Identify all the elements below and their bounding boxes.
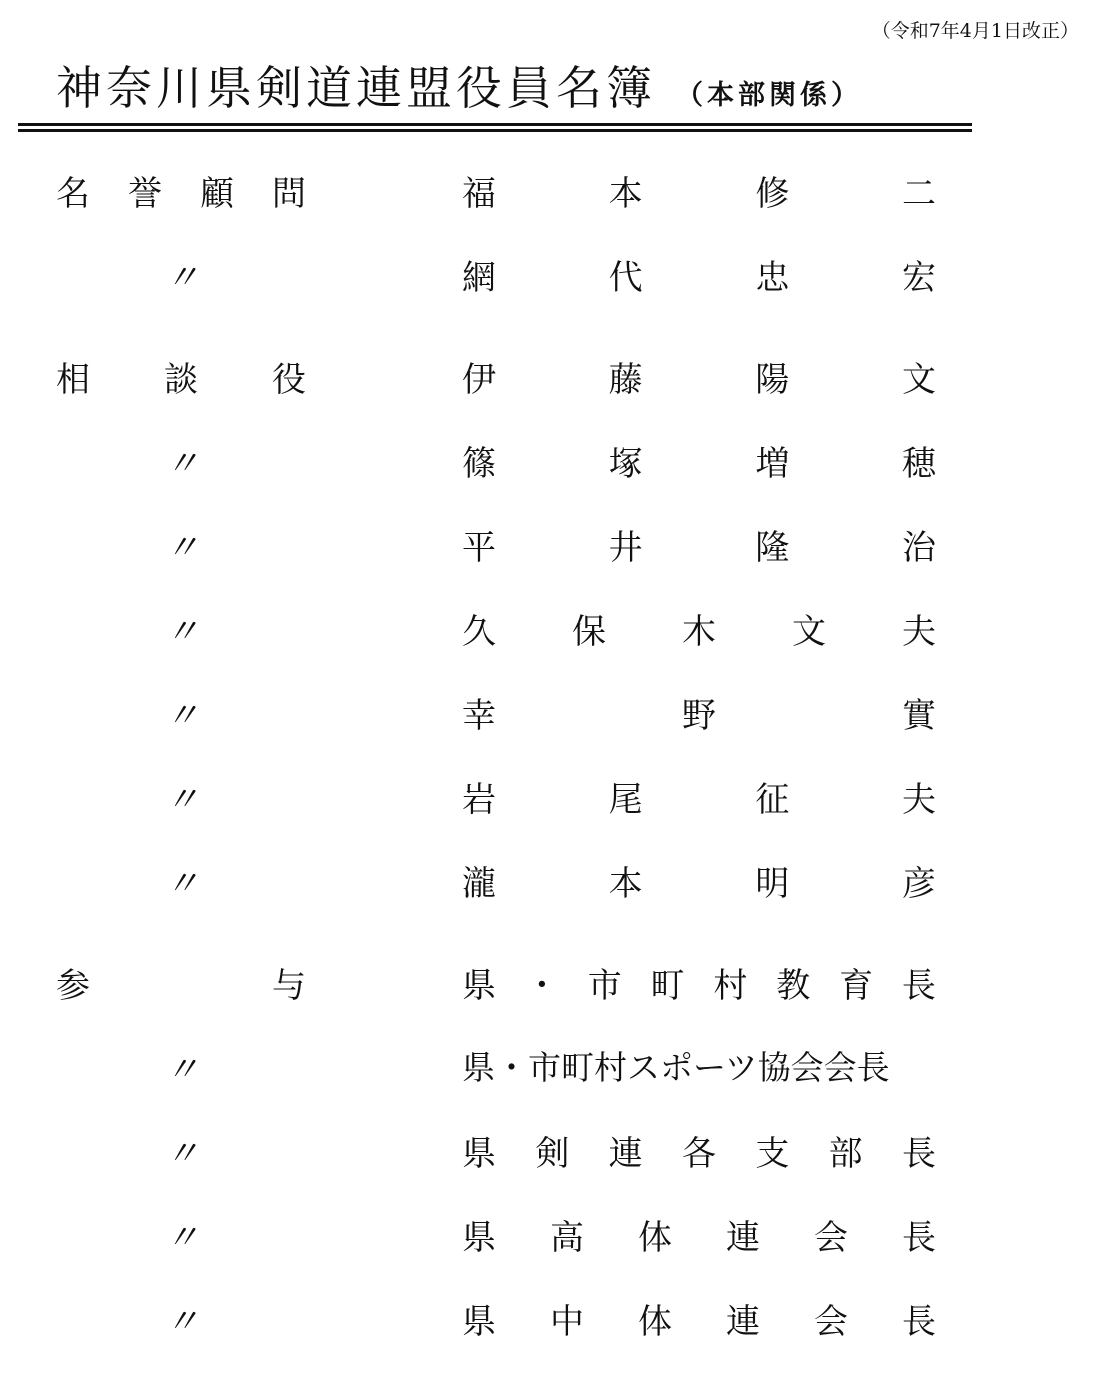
officer-name: 岩 尾 征 夫 xyxy=(462,780,936,820)
role-ditto-mark: 〃 xyxy=(165,1050,199,1090)
roster-row xyxy=(0,520,1105,566)
role-ditto-mark: 〃 xyxy=(165,780,199,820)
role-label: 名 誉 顧 問 xyxy=(56,174,306,214)
officer-name: 県・市町村スポーツ協会会長 xyxy=(462,1048,890,1087)
roster-row xyxy=(0,772,1105,818)
roster-row xyxy=(0,1210,1105,1256)
roster-row xyxy=(0,604,1105,650)
roster-row xyxy=(0,352,1105,398)
officer-name: 久 保 木 文 夫 xyxy=(462,612,936,652)
officer-name: 県 剣 連 各 支 部 長 xyxy=(462,1134,936,1174)
role-ditto-mark: 〃 xyxy=(165,1134,199,1174)
role-ditto-mark: 〃 xyxy=(165,1218,199,1258)
roster-row xyxy=(0,688,1105,734)
roster-row xyxy=(0,250,1105,296)
roster-row xyxy=(0,166,1105,212)
officer-name: 福 本 修 二 xyxy=(462,174,936,214)
officer-name: 瀧 本 明 彦 xyxy=(462,864,936,904)
page-header xyxy=(56,52,862,118)
officer-name: 伊 藤 陽 文 xyxy=(462,360,936,400)
role-ditto-mark: 〃 xyxy=(165,1302,199,1342)
revision-note: （令和7年4月1日改正） xyxy=(871,20,1079,42)
page-subtitle: （本部関係） xyxy=(676,80,862,111)
officer-name: 幸 野 實 xyxy=(462,696,936,736)
officer-name: 網 代 忠 宏 xyxy=(462,258,936,298)
role-ditto-mark: 〃 xyxy=(165,528,199,568)
role-label: 参 与 xyxy=(56,966,306,1006)
role-label: 相 談 役 xyxy=(56,360,306,400)
role-ditto-mark: 〃 xyxy=(165,258,199,298)
roster-row xyxy=(0,958,1105,1004)
roster-row xyxy=(0,1294,1105,1340)
officer-name: 篠 塚 増 穂 xyxy=(462,444,936,484)
officer-name: 平 井 隆 治 xyxy=(462,528,936,568)
role-ditto-mark: 〃 xyxy=(165,444,199,484)
title-rule-top xyxy=(18,123,972,126)
roster-row xyxy=(0,1126,1105,1172)
role-ditto-mark: 〃 xyxy=(165,864,199,904)
roster-row xyxy=(0,856,1105,902)
roster-row xyxy=(0,1042,1105,1088)
role-ditto-mark: 〃 xyxy=(165,696,199,736)
officer-name: 県 中 体 連 会 長 xyxy=(462,1302,936,1342)
officer-name: 県 ・ 市 町 村 教 育 長 xyxy=(462,966,936,1006)
role-ditto-mark: 〃 xyxy=(165,612,199,652)
roster-row xyxy=(0,436,1105,482)
title-rule-bottom xyxy=(18,129,972,132)
officer-name: 県 高 体 連 会 長 xyxy=(462,1218,936,1258)
page-title: 神奈川県剣道連盟役員名簿 xyxy=(56,61,656,115)
